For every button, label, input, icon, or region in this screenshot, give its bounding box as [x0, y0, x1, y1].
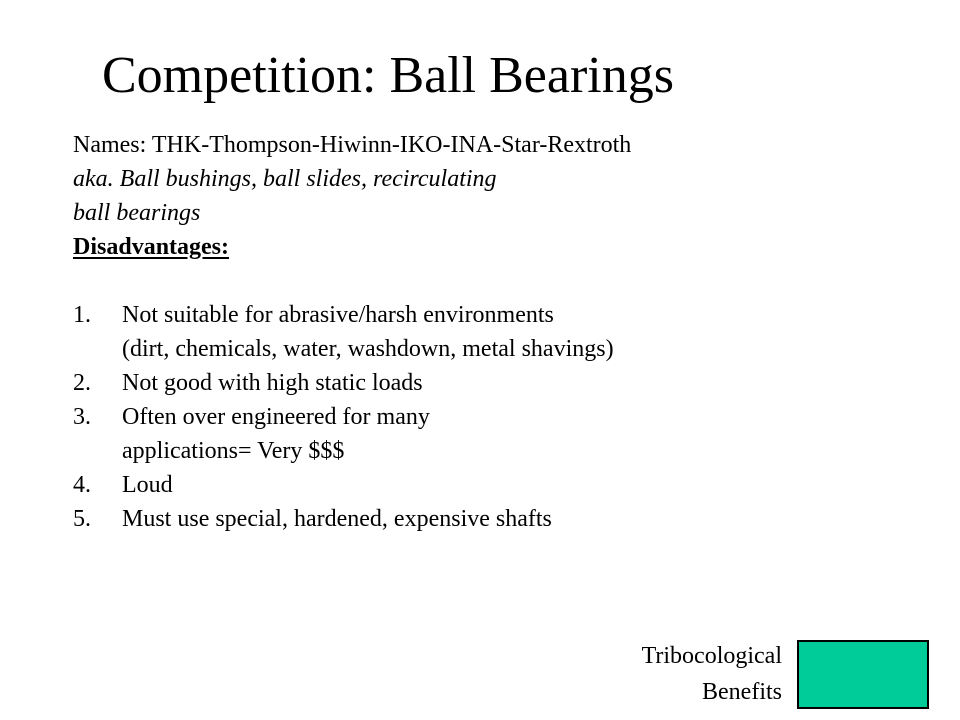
list-item-line: Not good with high static loads [122, 370, 423, 396]
list-item-line: Loud [122, 472, 173, 498]
list-item [73, 502, 631, 536]
list-item-number: 1. [73, 302, 91, 328]
list-item-text [122, 298, 614, 366]
list-item-number: 4. [73, 472, 91, 498]
list-item-text [122, 502, 552, 536]
list-item [73, 400, 631, 468]
list-item-number: 5. [73, 506, 91, 532]
list-item-line: applications= Very $$$ [122, 438, 345, 464]
list-item-text [122, 468, 173, 502]
slide-content [73, 128, 631, 536]
list-item-line: Often over engineered for many [122, 404, 430, 430]
list-item-number: 3. [73, 404, 91, 430]
list-item [73, 366, 631, 400]
list-item-number: 2. [73, 370, 91, 396]
spacer [73, 264, 631, 298]
aka-line-1: aka. Ball bushings, ball slides, recirculating [73, 166, 497, 192]
aka-line-2: ball bearings [73, 200, 201, 226]
list-item-line: (dirt, chemicals, water, washdown, metal shavings) [122, 336, 614, 362]
list-item [73, 298, 631, 366]
list-item-line: Not suitable for abrasive/harsh environments [122, 302, 554, 328]
tribocological-benefits-button[interactable] [797, 640, 929, 709]
disadvantages-list [73, 298, 631, 536]
list-item-text [122, 366, 423, 400]
names-line: Names: THK-Thompson-Hiwinn-IKO-INA-Star-Rextroth [73, 132, 632, 158]
slide-title: Competition: Ball Bearings [102, 47, 674, 104]
footer-label-line-1: Tribocological [641, 643, 782, 669]
footer-label-line-2: Benefits [702, 679, 782, 705]
tribocological-benefits-label [642, 638, 782, 710]
disadvantages-heading: Disadvantages: [73, 234, 230, 260]
list-item [73, 468, 631, 502]
list-item-line: Must use special, hardened, expensive shafts [122, 506, 552, 532]
list-item-text [122, 400, 430, 468]
